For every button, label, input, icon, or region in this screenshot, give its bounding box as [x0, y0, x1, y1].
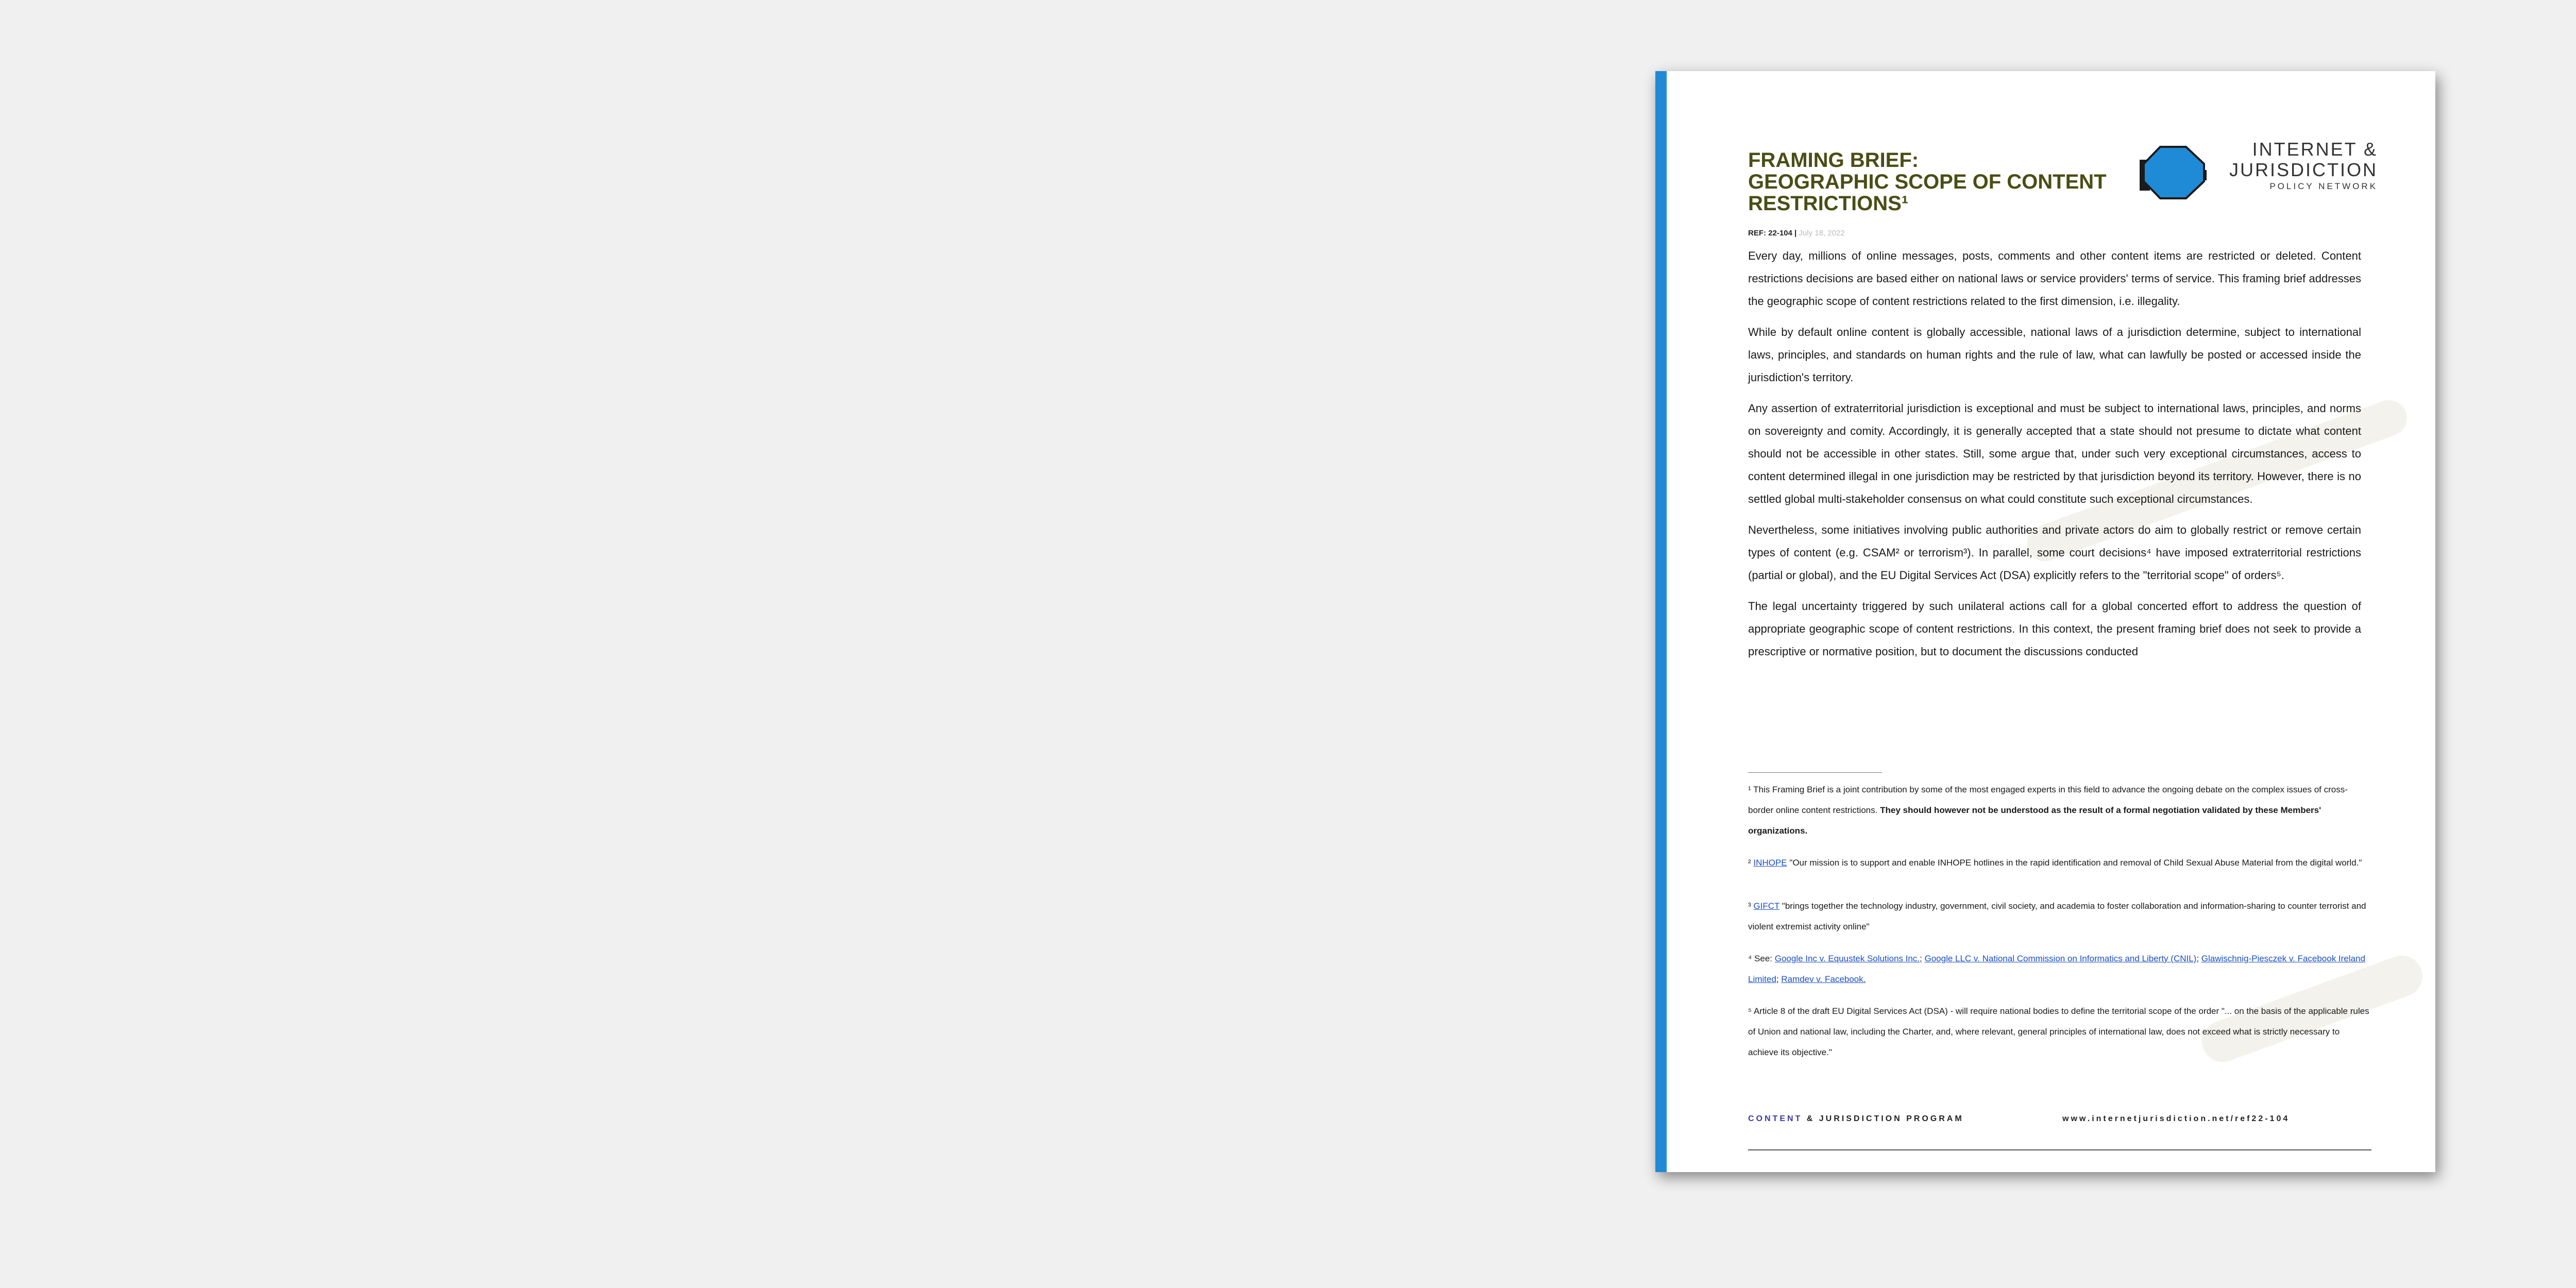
gifct-link[interactable]: GIFCT [1753, 901, 1780, 911]
body-paragraph: Any assertion of extraterritorial jurisdiction is exceptional and must be subject to international laws, principles, and norms on sovereignty and comity. Accordingly, it is generally accepted that a state should not presume to dictate what content should not be accessible in other states. Still, some argue that, under such very exceptional circumstances, access to content determined illegal in one jurisdiction may be restricted by that jurisdiction beyond its territory. However, there is no settled global multi-stakeholder consensus on what could constitute such exceptional circumstances. [1748, 402, 2361, 505]
footnote-text: "Our mission is to support and enable INHOPE hotlines in the rapid identification and removal of Child Sexual Abuse Material from the digital world." [1787, 858, 2362, 868]
footnote-marker: ³ [1748, 901, 1754, 911]
body-paragraph: Nevertheless, some initiatives involving public authorities and private actors do aim to globally restrict or remove certain types of content (e.g. CSAM² or terrorism³). In parallel, some court decisions⁴ have imposed extraterritorial restrictions (partial or global), and the EU Digital Services Act (DSA) explicitly refers to the "territorial scope" of orders⁵. [1748, 523, 2361, 582]
footnote-text: ⁵ Article 8 of the draft EU Digital Services Act (DSA) - will require national bodies to define the territorial scope of the order "... on the basis of the applicable rules of Union and national law, including the Charter, and, where relevant, general principles of international law, does not exceed what is strictly necessary to achieve its objective." [1748, 1006, 2369, 1057]
link-separator: ; [1776, 974, 1782, 984]
octagon-logo-icon [2134, 139, 2217, 206]
footer-divider [1748, 1149, 2371, 1150]
link-separator: ; [2196, 954, 2201, 963]
inhope-link[interactable]: INHOPE [1753, 858, 1787, 868]
body-paragraph: The legal uncertainty triggered by such unilateral actions call for a global concerted effort to address the question of appropriate geographic scope of content restrictions. In this context, the present framing brief does not seek to provide a prescriptive or normative position, but to document the discussions conducted [1748, 600, 2361, 658]
title-line: FRAMING BRIEF: [1748, 149, 1919, 172]
body-text [1748, 245, 2361, 671]
footnote-bold-text: They should however not be understood as the result of a formal negotiation validated by these Members' organizations. [1748, 805, 2321, 836]
footnote-5 [1748, 1001, 2371, 1063]
footnote-3 [1748, 896, 2371, 937]
footnote-4 [1748, 948, 2371, 990]
footnotes [1748, 779, 2371, 1063]
footnote-2 [1748, 853, 2371, 873]
body-paragraph: While by default online content is globally accessible, national laws of a jurisdiction determine, subject to international laws, principles, and standards on human rights and the rule of law, what can lawfully be posted or accessed inside the jurisdiction's territory. [1748, 326, 2361, 384]
footer-url-link[interactable]: www.internetjurisdiction.net/ref22-104 [2062, 1114, 2290, 1123]
footer-program-name: & JURISDICTION PROGRAM [1802, 1114, 1964, 1123]
logo-line: INTERNET & [2252, 139, 2378, 160]
reference-code: REF: 22-104 [1748, 229, 1792, 238]
link-separator: ; [1920, 954, 1925, 963]
logo-wordmark [2223, 139, 2378, 192]
reference-separator: | [1792, 229, 1799, 238]
left-accent-bar [1655, 71, 1667, 1172]
organization-logo [2134, 139, 2377, 206]
footnote-marker: ² [1748, 858, 1754, 868]
reference-line [1748, 229, 1845, 238]
page-footer [1748, 1114, 2371, 1124]
glawischnig-case-link[interactable]: Glawischnig-Piesczek v. Facebook Ireland Limited [1748, 954, 2365, 984]
logo-line: JURISDICTION [2229, 159, 2378, 180]
title-line: RESTRICTIONS¹ [1748, 192, 1909, 215]
footnote-1 [1748, 779, 2371, 841]
equustek-case-link[interactable]: Google Inc v. Equustek Solutions Inc. [1774, 954, 1920, 963]
body-paragraph: Every day, millions of online messages, posts, comments and other content items are restricted or deleted. Content restrictions decisions are based either on national laws or service providers' terms of service. This framing brief addresses the geographic scope of content restrictions related to the first dimension, i.e. illegality. [1748, 249, 2361, 308]
footer-program-accent: CONTENT [1748, 1114, 1803, 1123]
document-page [1655, 71, 2435, 1172]
footnote-divider [1748, 772, 1882, 773]
logo-tagline: POLICY NETWORK [2269, 181, 2378, 191]
footnote-marker: ⁴ See: [1748, 954, 1775, 963]
cnil-case-link[interactable]: Google LLC v. National Commission on Informatics and Liberty (CNIL) [1924, 954, 2197, 963]
document-title [1748, 149, 2140, 214]
reference-date: July 18, 2022 [1799, 229, 1845, 238]
footnote-text: "brings together the technology industry, government, civil society, and academia to foster collaboration and information-sharing to counter terrorist and violent extremist activity online" [1748, 901, 2366, 931]
footnote-text: ¹ This Framing Brief is a joint contribution by some of the most engaged experts in this field to advance the ongoing debate on the complex issues of cross-border online content restrictions. [1748, 785, 2348, 815]
title-line: GEOGRAPHIC SCOPE OF CONTENT [1748, 171, 2107, 193]
ramdev-case-link[interactable]: Ramdev v. Facebook. [1781, 974, 1866, 984]
